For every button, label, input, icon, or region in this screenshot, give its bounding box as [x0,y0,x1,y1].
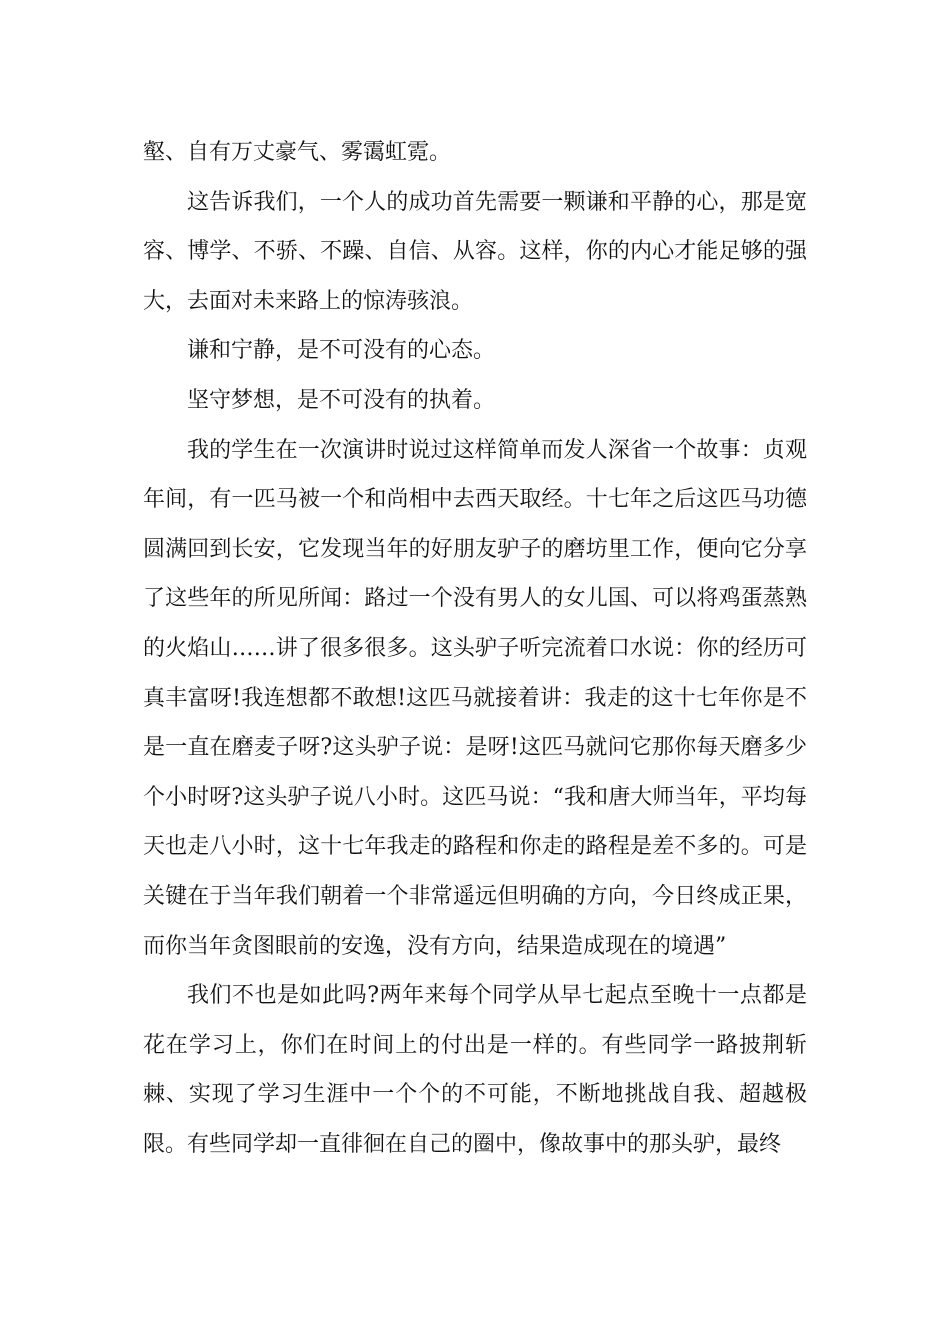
paragraph-continuation: 壑、自有万丈豪气、雾霭虹霓。 [143,140,452,165]
paragraph-horse-donkey-story: 我的学生在一次演讲时说过这样简单而发人深省一个故事：贞观年间，有一匹马被一个和尚相中去西天取经。十七年之后这匹马功德圆满回到长安，它发现当年的好朋友驴子的磨坊里工作，便向它分享了这些年的所见所闻：路过一个没有男人的女儿国、可以将鸡蛋蒸熟的火焰山……讲了很多很多。这头驴子听完流着口水说：你的经历可真丰富呀!我连想都不敢想!这匹马就接着讲：我走的这十七年你是不是一直在磨麦子呀?这头驴子说：是呀!这匹马就问它那你每天磨多少个小时呀?这头驴子说八小时。这匹马说：“我和唐大师当年，平均每天也走八小时，这十七年我走的路程和你走的路程是差不多的。可是关键在于当年我们朝着一个非常遥远但明确的方向，今日终成正果，而你当年贪图眼前的安逸，没有方向，结果造成现在的境遇” [143,437,807,959]
paragraph-humility-statement: 谦和宁静，是不可没有的心态。 [187,338,496,364]
paragraph-students-reflection: 我们不也是如此吗?两年来每个同学从早七起点至晚十一点都是花在学习上，你们在时间上的付出是一样的。有些同学一路披荆斩棘、实现了学习生涯中一个个的不可能，不断地挑战自我、超越极限。有些同学却一直徘徊在自己的圈中，像故事中的那头驴，最终 [143,983,807,1157]
paragraph-dream-statement: 坚守梦想，是不可没有的执着。 [187,387,496,413]
paragraph-humility-lesson: 这告诉我们，一个人的成功首先需要一颗谦和平静的心，那是宽容、博学、不骄、不躁、自信、从容。这样，你的内心才能足够的强大，去面对未来路上的惊涛骇浪。 [143,189,807,314]
document-body [143,128,807,1169]
